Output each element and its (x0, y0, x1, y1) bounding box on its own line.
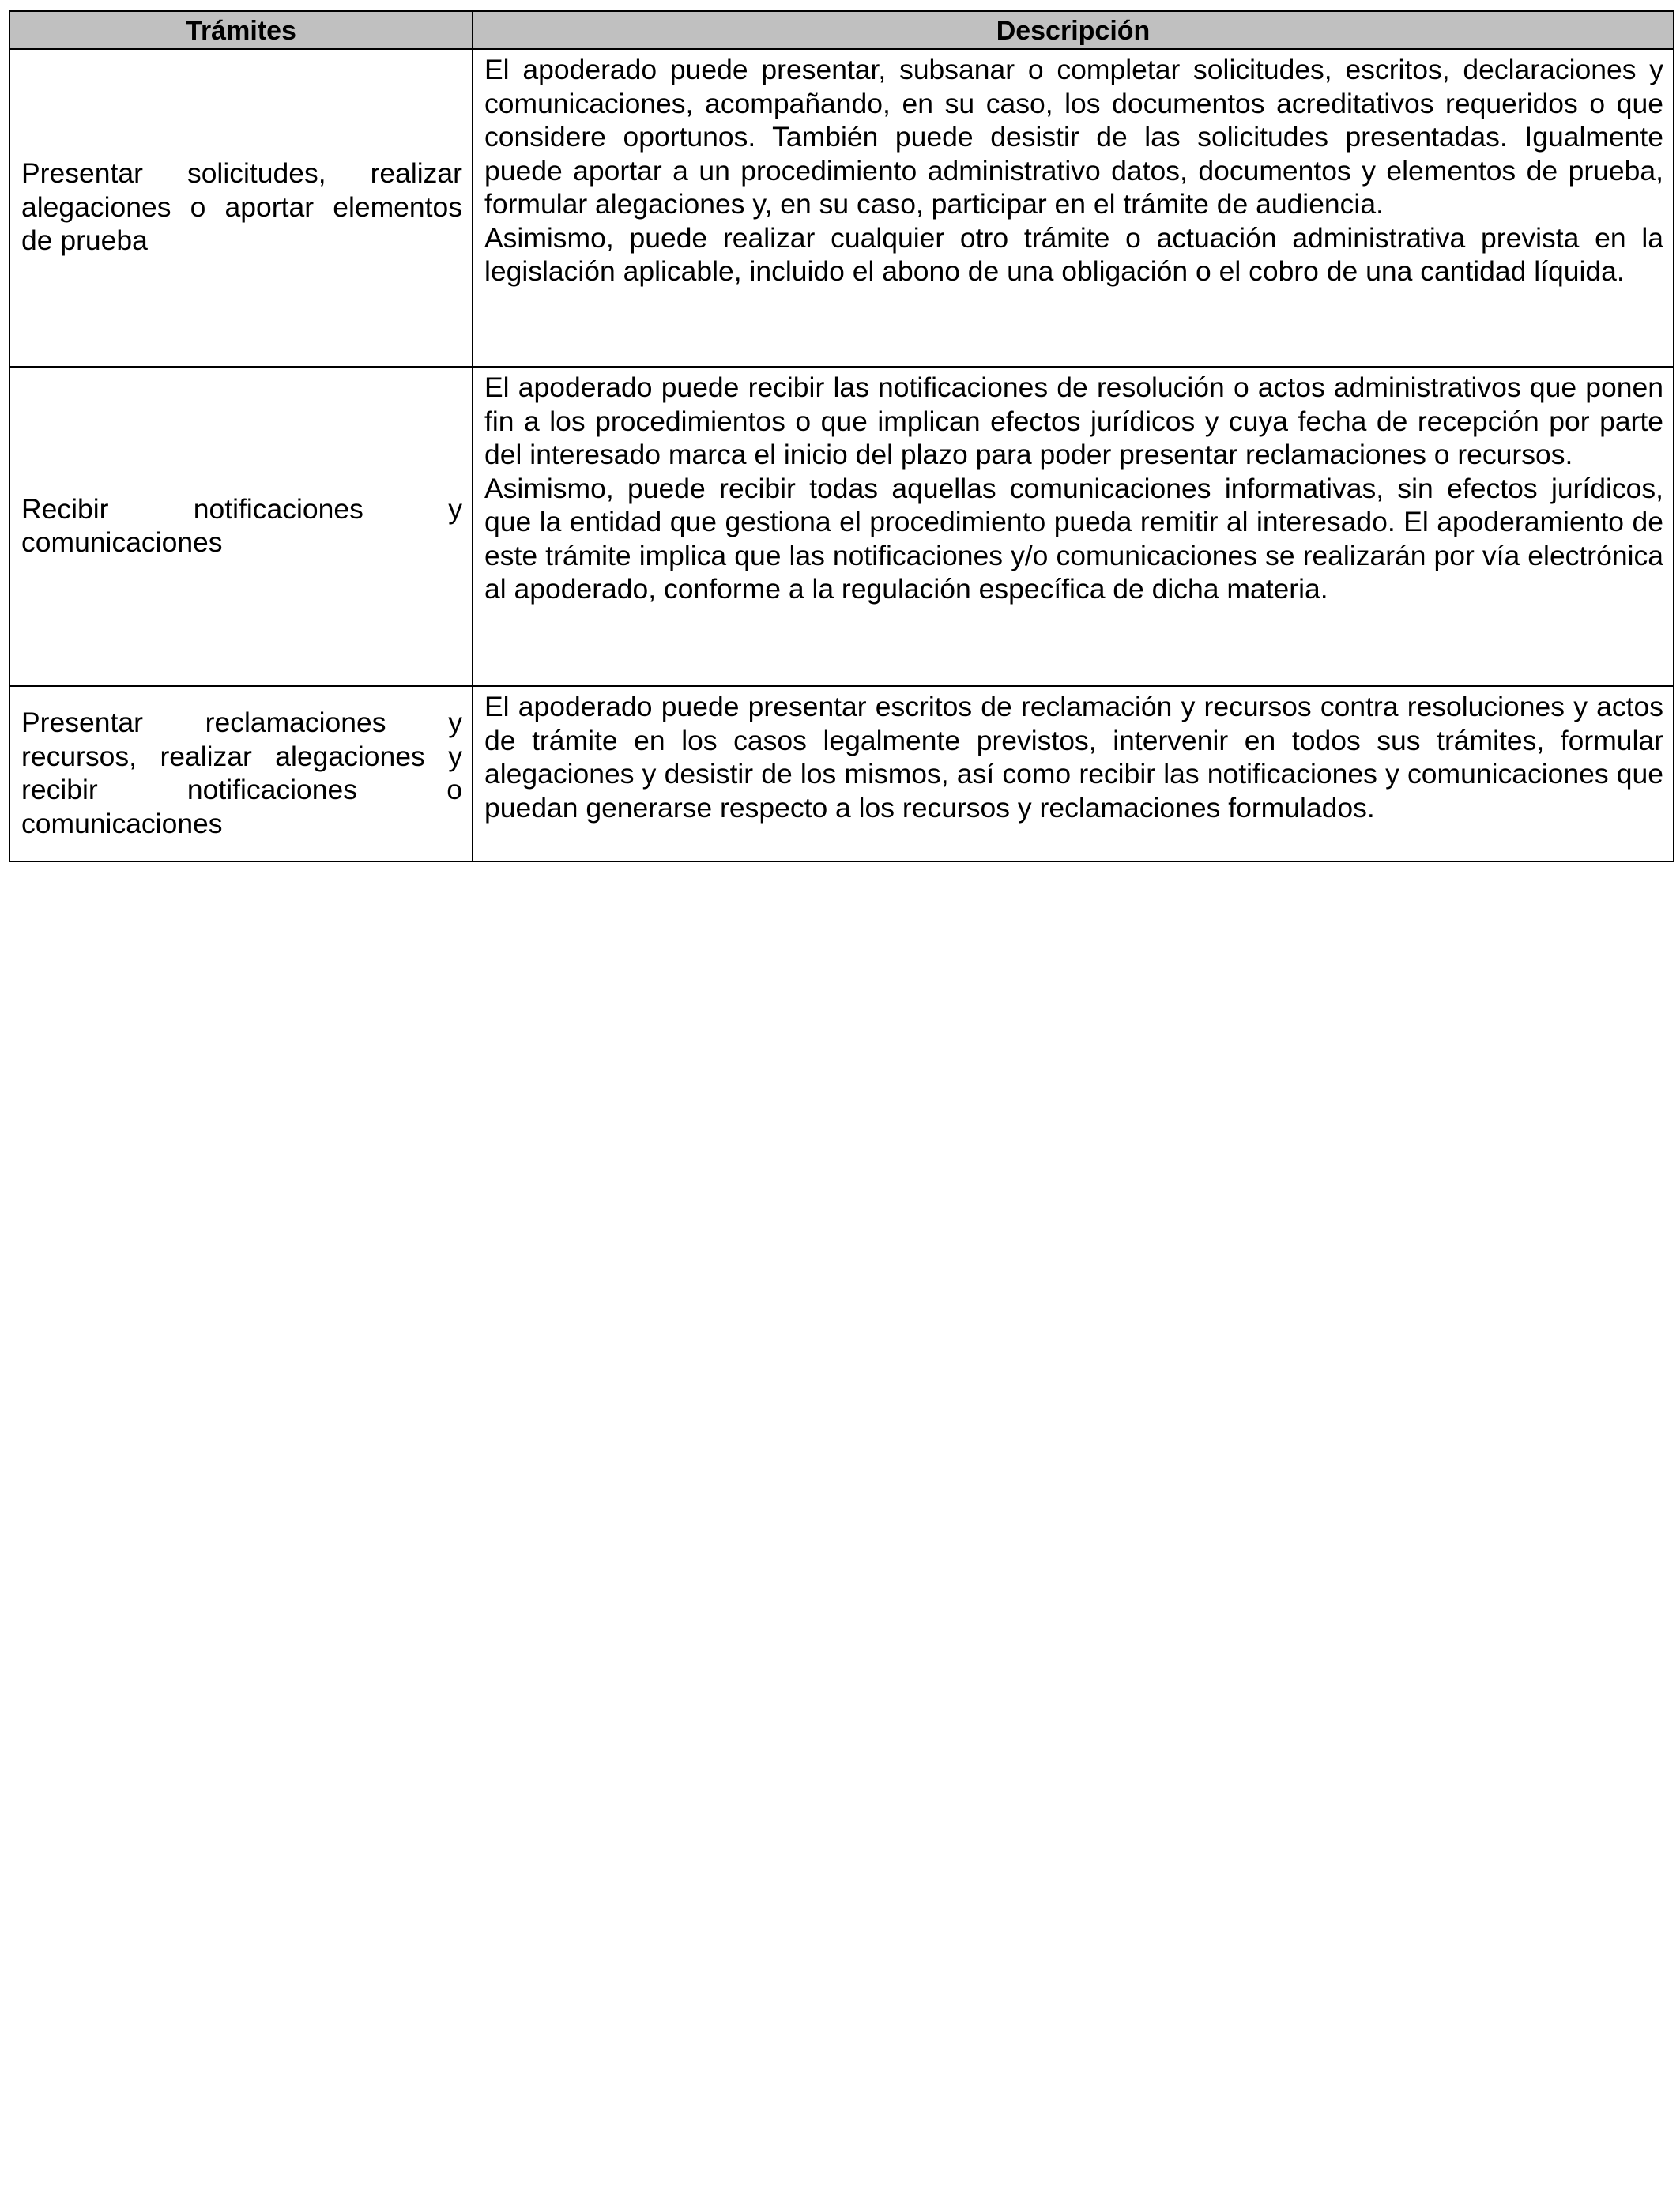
descripcion-cell (473, 367, 1674, 686)
descripcion-paragraph: El apoderado puede recibir las notificaciones de resolución o actos administrativos que ponen fin a los procedimientos o que implican efectos jurídicos y cuya fecha de recepción por parte del interesado marca el inicio del plazo para poder presentar reclamaciones o recursos. (484, 371, 1663, 470)
tramite-cell: Recibir notificaciones y comunicaciones (9, 367, 473, 686)
table-header-row (9, 11, 1674, 49)
descripcion-paragraph: Asimismo, puede recibir todas aquellas comunicaciones informativas, sin efectos jurídicos, que la entidad que gestiona el procedimiento pueda remitir al interesado. El apoderamiento de este trámite implica que las notificaciones y/o comunicaciones se realizarán por vía electrónica al apoderado, conforme a la regulación específica de dicha materia. (484, 472, 1663, 605)
descripcion-cell (473, 686, 1674, 861)
table-row (9, 367, 1674, 686)
tramite-cell: Presentar reclamaciones y recursos, realizar alegaciones y recibir notificaciones o comunicaciones (9, 686, 473, 861)
descripcion-cell (473, 49, 1674, 367)
tramite-cell: Presentar solicitudes, realizar alegaciones o aportar elementos de prueba (9, 49, 473, 367)
tramites-table (9, 10, 1674, 862)
descripcion-paragraph: El apoderado puede presentar, subsanar o completar solicitudes, escritos, declaraciones y comunicaciones, acompañando, en su caso, los documentos acreditativos requeridos o que considere oportunos. También puede desistir de las solicitudes presentadas. Igualmente puede aportar a un procedimiento administrativo datos, documentos y elementos de prueba, formular alegaciones y, en su caso, participar en el trámite de audiencia. (484, 54, 1663, 220)
table-row (9, 49, 1674, 367)
column-header-tramites: Trámites (9, 11, 473, 49)
descripcion-paragraph: Asimismo, puede realizar cualquier otro trámite o actuación administrativa prevista en la legislación aplicable, incluido el abono de una obligación o el cobro de una cantidad líquida. (484, 221, 1663, 287)
column-header-descripcion: Descripción (473, 11, 1674, 49)
descripcion-paragraph: El apoderado puede presentar escritos de reclamación y recursos contra resoluciones y actos de trámite en los casos legalmente previstos, intervenir en todos sus trámites, formular alegaciones y desistir de los mismos, así como recibir las notificaciones y comunicaciones que puedan generarse respecto a los recursos y reclamaciones formulados. (484, 691, 1663, 824)
table-row (9, 686, 1674, 861)
